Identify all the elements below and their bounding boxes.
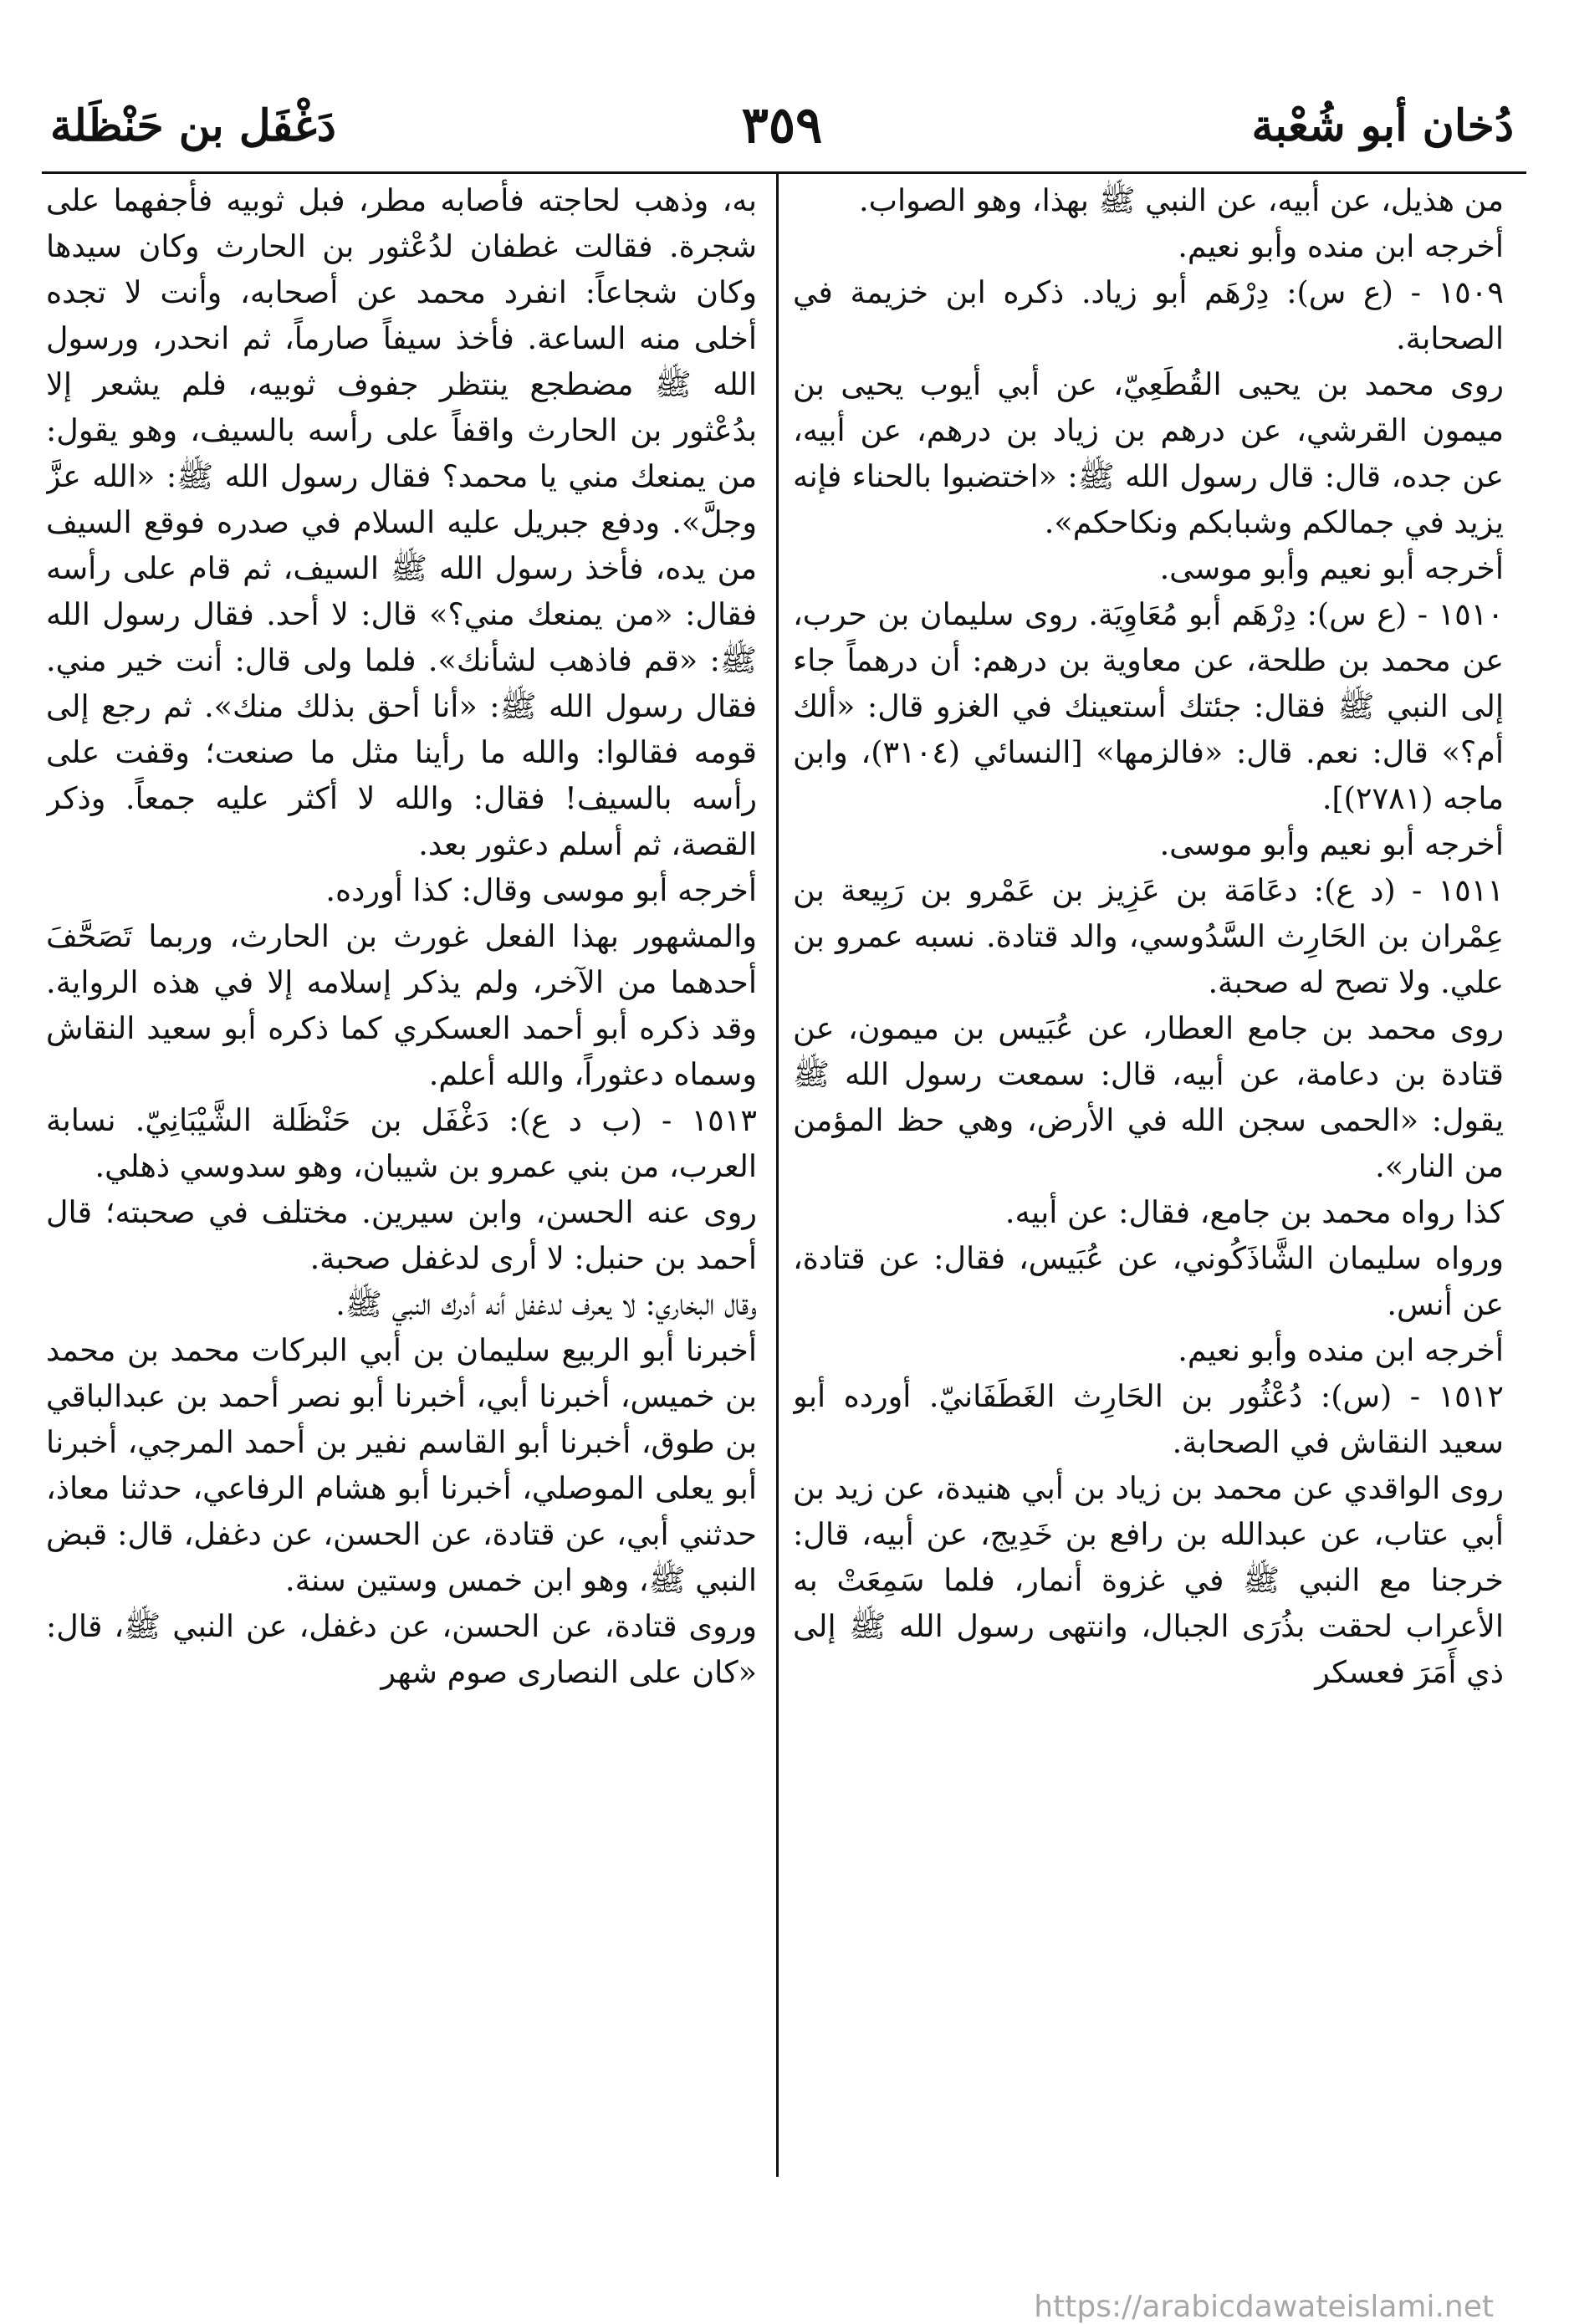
entry-heading: ١٥١١ - (د ع): دعَامَة بن عَزِيز بن عَمْرو بن رَبِيعة بن عِمْران بن الحَارِث السَّدُوسي، والد قتادة. نسبه عمرو بن علي. ولا تصح له صحبة. <box>793 872 1504 1000</box>
paragraph: روى الواقدي عن محمد بن زياد بن أبي هنيدة، عن زيد بن أبي عتاب، عن عبدالله بن رافع بن خَدِيج، عن أبيه، قال: خرجنا مع النبي ﷺ في غزوة أنمار، فلما سَمِعَتْ به الأعراب لحقت بذُرَى الجبال، وانتهى رسول الله ﷺ إلى ذي أَمَرَ فعسكر <box>793 1470 1504 1690</box>
header-rule <box>42 171 1526 174</box>
running-head-right: دُخان أبو شُعْبة <box>1251 100 1514 151</box>
paragraph: من هذيل، عن أبيه، عن النبي ﷺ بهذا، وهو الصواب. <box>858 182 1504 218</box>
running-head-left: دَغْفَل بن حَنْظَلة <box>50 100 336 151</box>
paragraph: وقال البخاري: لا يعرف لدغفل أنه أدرك النبي ﷺ. <box>335 1286 757 1322</box>
paragraph: وروى قتادة، عن الحسن، عن دغفل، عن النبي ﷺ، قال: «كان على النصارى صوم شهر <box>46 1608 757 1690</box>
paragraph: روى محمد بن يحيى القُطَعِيّ، عن أبي أيوب يحيى بن ميمون القرشي، عن درهم بن زياد بن درهم، عن أبيه، عن جده، قال: قال رسول الله ﷺ: «اختضبوا بالحناء فإنه يزيد في جمالكم وشبابكم ونكاحكم». <box>793 366 1504 540</box>
column-divider <box>776 174 779 2177</box>
paragraph: كذا رواه محمد بن جامع، فقال: عن أبيه. <box>1004 1194 1504 1230</box>
entry-heading: ١٥١٠ - (ع س): دِرْهَم أبو مُعَاوِيَة. روى سليمان بن حرب، عن محمد بن طلحة، عن معاوية بن درهم: أن درهماً جاء إلى النبي ﷺ فقال: جئتك أستعينك في الغزو قال: «ألك أم؟» قال: نعم. قال: «فالزمها» [النسائي (٣١٠٤)، وابن ماجه (٢٧٨١)]. <box>793 596 1504 816</box>
watermark-url: https://arabicdawateislami.net <box>1034 2290 1494 2324</box>
paragraph: أخبرنا أبو الربيع سليمان بن أبي البركات محمد بن محمد بن خميس، أخبرنا أبي، أخبرنا أبو نصر أحمد بن عبدالباقي بن طوق، أخبرنا أبو القاسم نفير بن أحمد المرجي، أخبرنا أبو يعلى الموصلي، أخبرنا أبو هشام الرفاعي، حدثنا معاذ، حدثني أبي، عن قتادة، عن الحسن، عن دغفل، قال: قبض النبي ﷺ، وهو ابن خمس وستين سنة. <box>46 1332 757 1598</box>
entry-heading: ١٥٠٩ - (ع س): دِرْهَم أبو زياد. ذكره ابن خزيمة في الصحابة. <box>793 274 1504 356</box>
paragraph: ورواه سليمان الشَّاذَكُوني، عن عُبَيس، فقال: عن قتادة، عن أنس. <box>793 1240 1504 1322</box>
paragraph: به، وذهب لحاجته فأصابه مطر، فبل ثوبيه فأجفهما على شجرة. فقالت غطفان لدُعْثور بن الحارث وكان سيدها وكان شجاعاً: انفرد محمد عن أصحابه، وأنت لا تجده أخلى منه الساعة. فأخذ سيفاً صارماً، ثم انحدر، ورسول الله ﷺ مضطجع ينتظر جفوف ثوبيه، فلم يشعر إلا بدُعْثور بن الحارث واقفاً على رأسه بالسيف، وهو يقول: من يمنعك مني يا محمد؟ فقال رسول الله ﷺ: «الله عزَّ وجلَّ». ودفع جبريل عليه السلام في صدره فوقع السيف من يده، فأخذ رسول الله ﷺ السيف، ثم قام على رأسه فقال: «من يمنعك مني؟» قال: لا أحد. فقال رسول الله ﷺ: «قم فاذهب لشأنك». فلما ولى قال: أنت خير مني. فقال رسول الله ﷺ: «أنا أحق بذلك منك». ثم رجع إلى قومه فقالوا: والله ما رأينا مثل ما صنعت؛ وقفت على رأسه بالسيف! فقال: والله لا أكثر عليه جمعاً. وذكر القصة، ثم أسلم دعثور بعد. <box>46 182 757 862</box>
paragraph: أخرجه أبو نعيم وأبو موسى. <box>1159 550 1504 586</box>
paragraph: أخرجه أبو موسى وقال: كذا أورده. <box>325 872 757 908</box>
entry-heading: ١٥١٣ - (ب د ع): دَغْفَل بن حَنْظَلة الشَّيْبَانِيّ. نسابة العرب، من بني عمرو بن شيبان، وهو سدوسي ذهلي. <box>46 1102 757 1184</box>
page-number: ٣٥٩ <box>741 96 823 155</box>
paragraph: روى عنه الحسن، وابن سيرين. مختلف في صحبته؛ قال أحمد بن حنبل: لا أرى لدغفل صحبة. <box>46 1194 757 1276</box>
entry-heading: ١٥١٢ - (س): دُعْثُور بن الحَارِث الغَطَفَانيّ. أورده أبو سعيد النقاش في الصحابة. <box>793 1378 1504 1460</box>
paragraph: أخرجه ابن منده وأبو نعيم. <box>1178 228 1504 264</box>
left-column <box>46 177 757 2176</box>
right-column <box>793 177 1504 2176</box>
paragraph: أخرجه أبو نعيم وأبو موسى. <box>1159 826 1504 862</box>
paragraph: أخرجه ابن منده وأبو نعيم. <box>1178 1332 1504 1368</box>
paragraph: والمشهور بهذا الفعل غورث بن الحارث، وربما تَصَحَّفَ أحدهما من الآخر، ولم يذكر إسلامه إلا في هذه الرواية. وقد ذكره أبو أحمد العسكري كما ذكره أبو سعيد النقاش وسماه دعثوراً، والله أعلم. <box>46 918 757 1092</box>
paragraph: روى محمد بن جامع العطار، عن عُبَيس بن ميمون، عن قتادة بن دعامة، عن أبيه، قال: سمعت رسول الله ﷺ يقول: «الحمى سجن الله في الأرض، وهي حظ المؤمن من النار». <box>793 1010 1504 1184</box>
page-header <box>50 84 1514 167</box>
